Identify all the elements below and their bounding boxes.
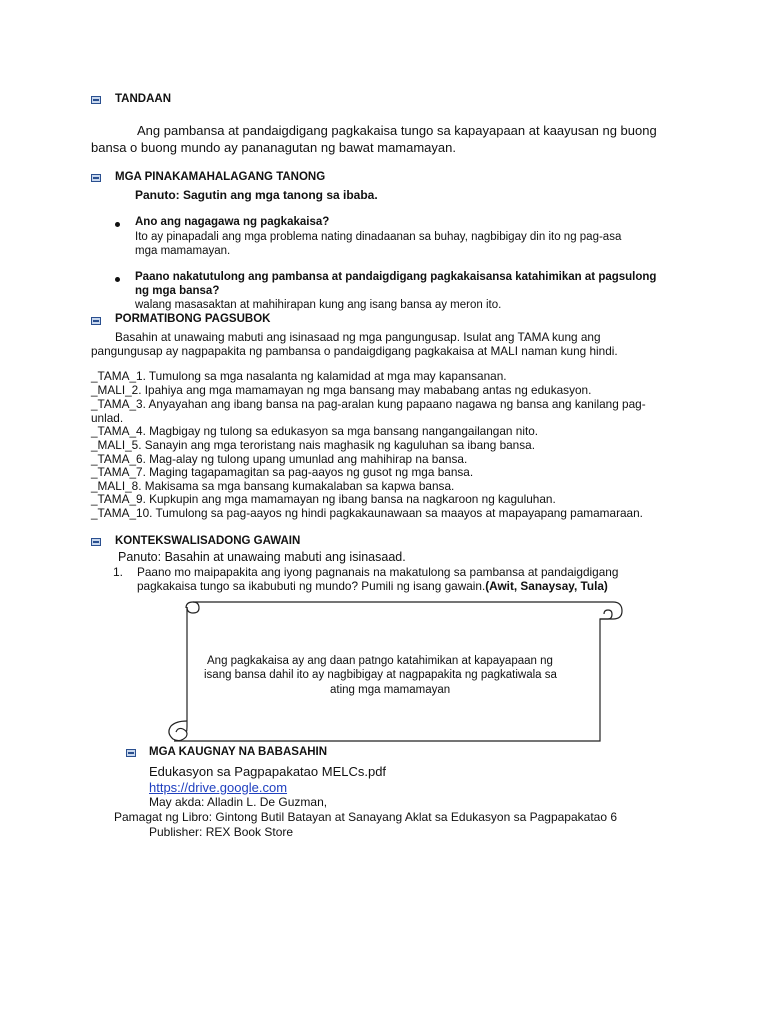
gawain-item-line1: Paano mo maipapakita ang iyong pagnanais na makatulong sa pambansa at pandaigdigang	[137, 565, 619, 579]
list-bullet	[115, 277, 120, 282]
gawain-item-choices: (Awit, Sanaysay, Tula)	[485, 579, 608, 593]
tandaan-heading: TANDAAN	[115, 93, 172, 105]
gawain-item-number: 1.	[113, 565, 124, 579]
gawain-heading: KONTEKSWALISADONG GAWAIN	[115, 535, 301, 547]
scroll-text-line3: ating mga mamamayan	[330, 684, 451, 696]
pagsubok-item: _TAMA_10. Tumulong sa pag-aayos ng hindi pagkakaunawaan sa maayos at mapayapang pamamaraan.	[91, 506, 643, 520]
pagsubok-item: _MALI_5. Sanayin ang mga teroristang nais maghasik ng kaguluhan sa ibang bansa.	[91, 438, 535, 452]
pagsubok-item: unlad.	[91, 411, 124, 425]
pagsubok-item: _TAMA_4. Magbigay ng tulong sa edukasyon sa mga bansang nangangailangan nito.	[91, 424, 539, 438]
pagsubok-intro-line2: pangungusap ay nagpapakita ng pambansa o pandaigdigang pagkakaisa at MALI naman kung hindi.	[91, 344, 618, 358]
pagsubok-item: _MALI_8. Makisama sa mga bansang kumakalaban sa kapwa bansa.	[91, 479, 455, 493]
section-bullet-icon	[91, 538, 101, 546]
tanong-panuto: Panuto: Sagutin ang mga tanong sa ibaba.	[135, 188, 378, 202]
section-bullet-icon	[91, 96, 101, 104]
pagsubok-heading: PORMATIBONG PAGSUBOK	[115, 313, 271, 325]
gawain-item-line2	[137, 579, 608, 593]
scroll-text-line2: isang bansa dahil ito ay nagbibigay at nagpapakita ng pagkatiwala sa	[204, 669, 557, 681]
answer-2: walang masasaktan at mahihirapan kung ang isang bansa ay meron ito.	[135, 299, 502, 311]
tanong-heading: MGA PINAKAMAHALAGANG TANONG	[115, 171, 326, 183]
answer-1-line1: Ito ay pinapadali ang mga problema nating dinadaanan sa buhay, nagbibigay din ito ng pag-asa	[135, 231, 622, 243]
babasahin-publisher: Publisher: REX Book Store	[149, 825, 294, 839]
list-bullet	[115, 222, 120, 227]
question-1: Ano ang nagagawa ng pagkakaisa?	[135, 216, 330, 228]
pagsubok-item: _TAMA_7. Maging tagapamagitan sa pag-aayos ng gusot ng mga bansa.	[91, 465, 474, 479]
section-bullet-icon	[126, 749, 136, 757]
section-bullet-icon	[91, 317, 101, 325]
question-2-line1: Paano nakatutulong ang pambansa at pandaigdigang pagkakaisansa katahimikan at pagsulong	[135, 271, 657, 283]
scroll-text-line1: Ang pagkakaisa ay ang daan patngo katahimikan at kapayapaan ng	[207, 655, 553, 667]
question-2-line2: ng mga bansa?	[135, 285, 220, 297]
babasahin-line1: Edukasyon sa Pagpapakatao MELCs.pdf	[149, 764, 387, 779]
tandaan-text-line2: bansa o buong mundo ay pananagutan ng bawat mamamayan.	[91, 140, 456, 155]
gawain-item-question: pagkakaisa tungo sa ikabubuti ng mundo? Pumili ng isang gawain.	[137, 579, 486, 593]
answer-1-line2: mga mamamayan.	[135, 245, 231, 257]
drive-link[interactable]: https://drive.google.com	[149, 780, 288, 795]
babasahin-author: May akda: Alladin L. De Guzman,	[149, 795, 328, 809]
pagsubok-item: _TAMA_3. Anyayahan ang ibang bansa na pag-aralan kung papaano nagawa ng bansa ang kanilang pag-	[91, 397, 646, 411]
section-bullet-icon	[91, 174, 101, 182]
babasahin-heading: MGA KAUGNAY NA BABASAHIN	[149, 746, 328, 758]
pagsubok-item: _MALI_2. Ipahiya ang mga mamamayan ng mga bansang may mababang antas ng edukasyon.	[91, 383, 592, 397]
pagsubok-item: _TAMA_6. Mag-alay ng tulong upang umunlad ang mahihirap na bansa.	[91, 452, 468, 466]
babasahin-title: Pamagat ng Libro: Gintong Butil Batayan at Sanayang Aklat sa Edukasyon sa Pagpapakatao 6	[114, 810, 618, 824]
gawain-panuto: Panuto: Basahin at unawaing mabuti ang isinasaad.	[118, 550, 406, 564]
pagsubok-item: _TAMA_1. Tumulong sa mga nasalanta ng kalamidad at mga may kapansanan.	[91, 369, 507, 383]
pagsubok-item: _TAMA_9. Kupkupin ang mga mamamayan ng ibang bansa na nagkaroon ng kaguluhan.	[91, 492, 556, 506]
pagsubok-intro-line1: Basahin at unawaing mabuti ang isinasaad ng mga pangungusap. Isulat ang TAMA kung ang	[115, 330, 601, 344]
tandaan-text-line1: Ang pambansa at pandaigdigang pagkakaisa tungo sa kapayapaan at kaayusan ng buong	[137, 123, 657, 138]
